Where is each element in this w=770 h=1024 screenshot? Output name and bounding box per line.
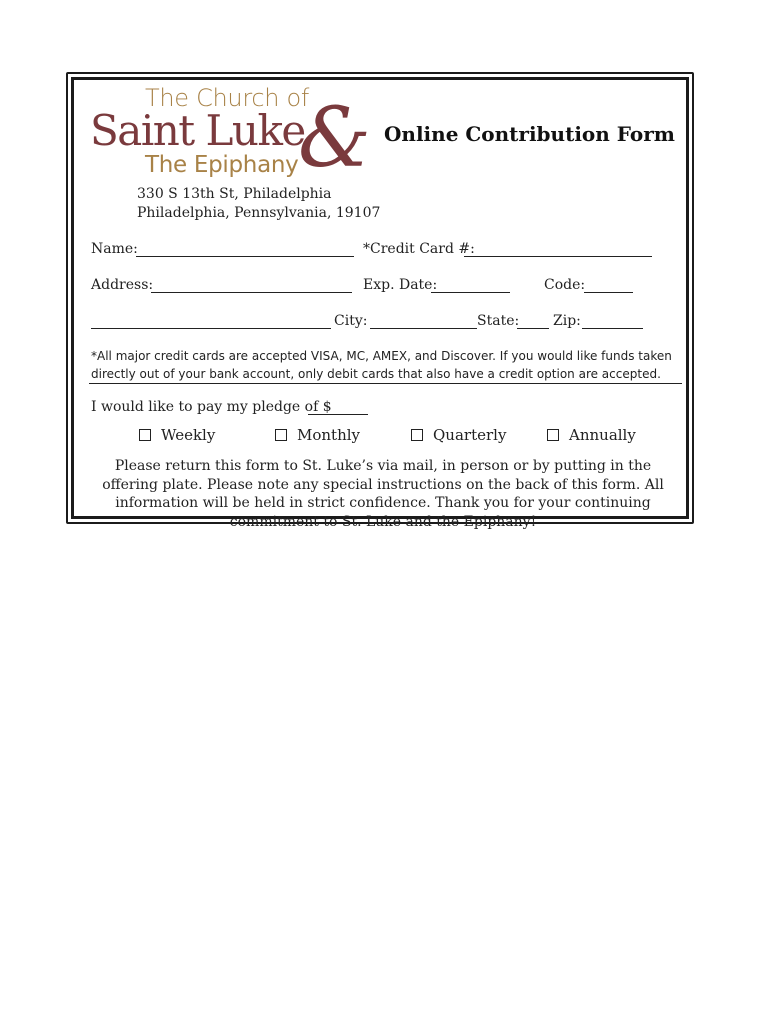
city-label: City: xyxy=(334,313,368,329)
card-footnote: *All major credit cards are accepted VISA, MC, AMEX, and Discover. If you would like funds taken directly out of your bank account, only debit cards that also have a credit option are accepted. xyxy=(91,349,672,381)
pledge-label: I would like to pay my pledge of $ xyxy=(91,399,332,415)
state-label: State: xyxy=(477,313,520,329)
address-line-1: 330 S 13th St, Philadelphia xyxy=(137,186,332,202)
address-label: Address: xyxy=(91,277,154,293)
closing-message: Please return this form to St. Luke’s via mail, in person or by putting in the offering plate. Please note any special instructions on the back of this form. All information will be held in strict confidence. Thank you for your continuing commitment to St. Luke and the Epiphany! xyxy=(102,458,664,530)
footnote-divider xyxy=(89,383,682,384)
zip-field[interactable] xyxy=(582,328,643,329)
logo-line-3: The Epiphany xyxy=(145,152,299,178)
address-field[interactable] xyxy=(151,292,352,293)
logo-line-1: The Church of xyxy=(145,84,310,112)
form-title: Online Contribution Form xyxy=(384,122,675,146)
pledge-amount-field[interactable] xyxy=(308,414,368,415)
option-annually[interactable] xyxy=(547,426,636,444)
state-field[interactable] xyxy=(517,328,549,329)
option-weekly[interactable] xyxy=(139,426,215,444)
option-monthly[interactable] xyxy=(275,426,360,444)
code-field[interactable] xyxy=(584,292,633,293)
logo-line-2: Saint Luke xyxy=(90,106,305,155)
option-quarterly[interactable] xyxy=(411,426,506,444)
checkbox-icon[interactable] xyxy=(411,429,423,441)
option-quarterly-label: Quarterly xyxy=(433,426,507,444)
checkbox-icon[interactable] xyxy=(275,429,287,441)
zip-label: Zip: xyxy=(553,313,581,329)
name-label: Name: xyxy=(91,241,138,257)
name-field[interactable] xyxy=(136,256,354,257)
code-label: Code: xyxy=(544,277,586,293)
credit-card-label: *Credit Card #: xyxy=(363,241,475,257)
address-line-2-field[interactable] xyxy=(91,328,331,329)
checkbox-icon[interactable] xyxy=(547,429,559,441)
credit-card-field[interactable] xyxy=(464,256,652,257)
address-line-2: Philadelphia, Pennsylvania, 19107 xyxy=(137,205,381,221)
exp-date-label: Exp. Date: xyxy=(363,277,438,293)
option-monthly-label: Monthly xyxy=(297,426,361,444)
option-weekly-label: Weekly xyxy=(161,426,216,444)
exp-date-field[interactable] xyxy=(431,292,510,293)
church-logo xyxy=(90,84,371,186)
checkbox-icon[interactable] xyxy=(139,429,151,441)
option-annually-label: Annually xyxy=(569,426,636,444)
logo-ampersand: & xyxy=(298,91,371,186)
city-field[interactable] xyxy=(370,328,477,329)
